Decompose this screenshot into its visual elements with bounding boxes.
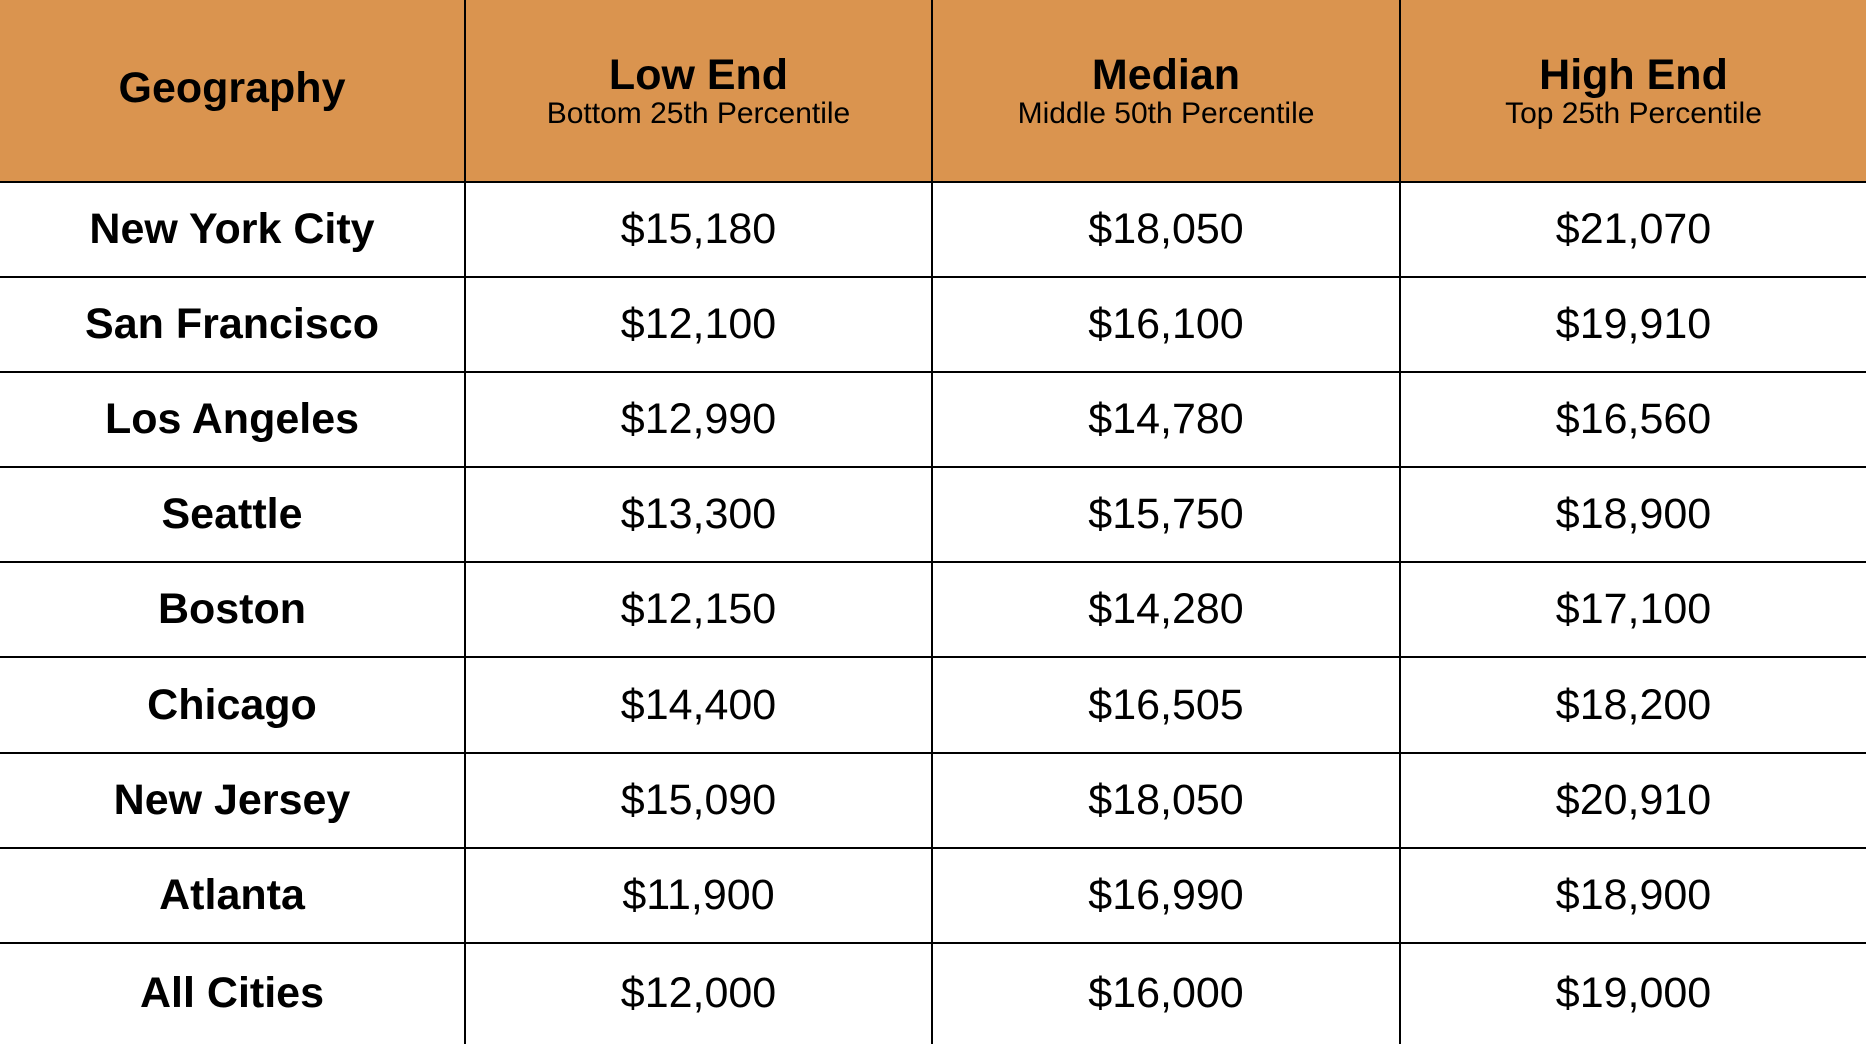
median-cell: $18,050 (932, 182, 1400, 277)
table-row (0, 277, 1866, 372)
table-row (0, 657, 1866, 752)
median-cell: $16,505 (932, 657, 1400, 752)
low-end-cell: $11,900 (465, 848, 932, 943)
high-end-cell: $19,000 (1400, 943, 1866, 1044)
median-cell: $16,100 (932, 277, 1400, 372)
table-row (0, 562, 1866, 657)
header-median-subtitle: Middle 50th Percentile (1017, 96, 1315, 130)
median-cell: $14,280 (932, 562, 1400, 657)
low-end-cell: $15,090 (465, 753, 932, 848)
low-end-cell: $12,990 (465, 372, 932, 467)
table-row (0, 753, 1866, 848)
table-header (0, 0, 1866, 182)
median-cell: $16,990 (932, 848, 1400, 943)
header-low-end (465, 0, 932, 182)
low-end-cell: $12,100 (465, 277, 932, 372)
low-end-cell: $12,000 (465, 943, 932, 1044)
geography-cell: New Jersey (0, 753, 465, 848)
table-row (0, 848, 1866, 943)
median-cell: $14,780 (932, 372, 1400, 467)
geography-cell: San Francisco (0, 277, 465, 372)
geography-cell: Boston (0, 562, 465, 657)
low-end-cell: $15,180 (465, 182, 932, 277)
header-row (0, 0, 1866, 182)
median-cell: $18,050 (932, 753, 1400, 848)
table-row (0, 943, 1866, 1044)
geography-cell: Chicago (0, 657, 465, 752)
table-row (0, 182, 1866, 277)
table-row (0, 372, 1866, 467)
median-cell: $16,000 (932, 943, 1400, 1044)
geography-cell: Los Angeles (0, 372, 465, 467)
high-end-cell: $18,900 (1400, 848, 1866, 943)
low-end-cell: $14,400 (465, 657, 932, 752)
table-row (0, 467, 1866, 562)
geography-cell: New York City (0, 182, 465, 277)
header-low-end-subtitle: Bottom 25th Percentile (546, 96, 851, 130)
header-geography (0, 0, 465, 182)
geography-cell: Seattle (0, 467, 465, 562)
header-low-end-title: Low End (608, 50, 789, 99)
high-end-cell: $18,900 (1400, 467, 1866, 562)
high-end-cell: $21,070 (1400, 182, 1866, 277)
high-end-cell: $18,200 (1400, 657, 1866, 752)
median-cell: $15,750 (932, 467, 1400, 562)
geography-cell: All Cities (140, 969, 324, 1018)
high-end-cell: $19,910 (1400, 277, 1866, 372)
geography-cell: Atlanta (0, 848, 465, 943)
header-median (932, 0, 1400, 182)
header-high-end-subtitle: Top 25th Percentile (1505, 96, 1762, 130)
header-high-end-title: High End (1539, 50, 1728, 99)
high-end-cell: $20,910 (1400, 753, 1866, 848)
high-end-cell: $17,100 (1400, 562, 1866, 657)
low-end-cell: $13,300 (465, 467, 932, 562)
low-end-cell: $12,150 (465, 562, 932, 657)
header-high-end (1400, 0, 1866, 182)
header-geography-label: Geography (118, 64, 346, 112)
table-body (0, 182, 1866, 1044)
high-end-cell: $16,560 (1400, 372, 1866, 467)
header-median-title: Median (1091, 50, 1241, 99)
